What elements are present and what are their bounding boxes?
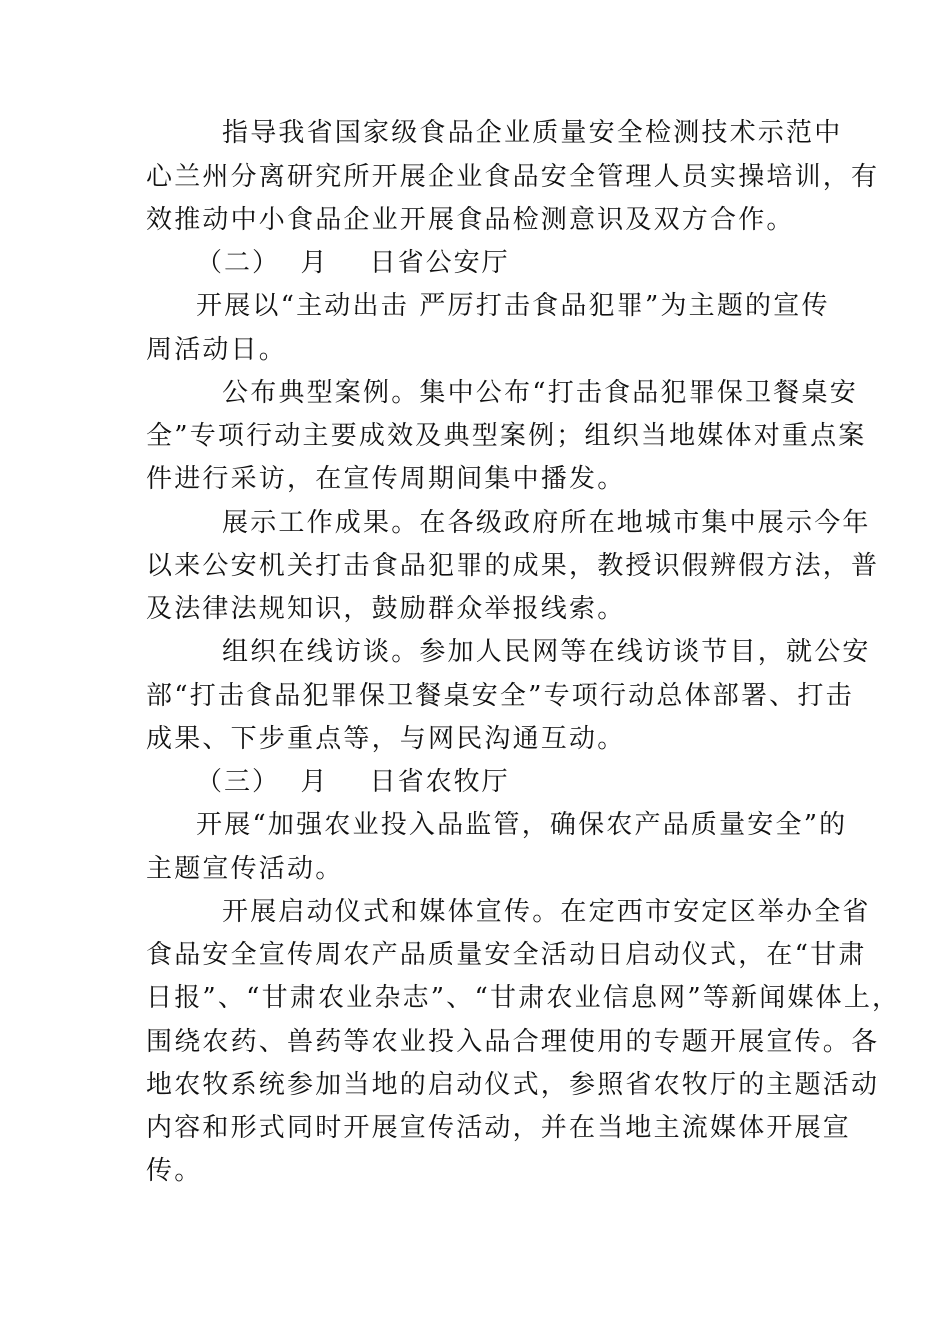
paragraph-line: 全”专项行动主要成效及典型案例；组织当地媒体对重点案	[146, 421, 867, 451]
paragraph-line: 食品安全宣传周农产品质量安全活动日启动仪式，在“甘肃	[146, 940, 867, 970]
section-heading: （二） 月 日省公安厅	[196, 248, 510, 278]
paragraph-line: 内容和形式同时开展宣传活动，并在当地主流媒体开展宣	[146, 1113, 852, 1143]
paragraph-line: 指导我省国家级食品企业质量安全检测技术示范中	[222, 118, 843, 148]
paragraph-line: 组织在线访谈。参加人民网等在线访谈节目，就公安	[222, 637, 871, 667]
paragraph-line: 主题宣传活动。	[146, 854, 344, 884]
paragraph-line: 开展启动仪式和媒体宣传。在定西市安定区举办全省	[222, 897, 871, 927]
paragraph-line: 及法律法规知识，鼓励群众举报线索。	[146, 594, 626, 624]
paragraph-line: 展示工作成果。在各级政府所在地城市集中展示今年	[222, 508, 871, 538]
paragraph-line: 地农牧系统参加当地的启动仪式，参照省农牧厅的主题活动	[146, 1070, 880, 1100]
paragraph-line: 成果、下步重点等，与网民沟通互动。	[146, 724, 626, 754]
paragraph-line: 日报”、“甘肃农业杂志”、“甘肃农业信息网”等新闻媒体上，	[146, 983, 901, 1013]
section-heading: （三） 月 日省农牧厅	[196, 767, 510, 797]
paragraph-line: 周活动日。	[146, 335, 288, 365]
paragraph-line: 效推动中小食品企业开展食品检测意识及双方合作。	[146, 205, 795, 235]
paragraph-line: 围绕农药、兽药等农业投入品合理使用的专题开展宣传。各	[146, 1027, 880, 1057]
paragraph-line: 公布典型案例。集中公布“打击食品犯罪保卫餐桌安	[222, 378, 858, 408]
paragraph-line: 部“打击食品犯罪保卫餐桌安全”专项行动总体部署、打击	[146, 681, 854, 711]
paragraph-line: 开展“加强农业投入品监管，确保农产品质量安全”的	[196, 810, 848, 840]
paragraph-line: 开展以“主动出击 严厉打击食品犯罪”为主题的宣传	[196, 291, 830, 321]
paragraph-line: 传。	[146, 1156, 203, 1186]
paragraph-line: 心兰州分离研究所开展企业食品安全管理人员实操培训，有	[146, 162, 880, 192]
paragraph-line: 件进行采访，在宣传周期间集中播发。	[146, 464, 626, 494]
paragraph-line: 以来公安机关打击食品犯罪的成果，教授识假辨假方法，普	[146, 551, 880, 581]
